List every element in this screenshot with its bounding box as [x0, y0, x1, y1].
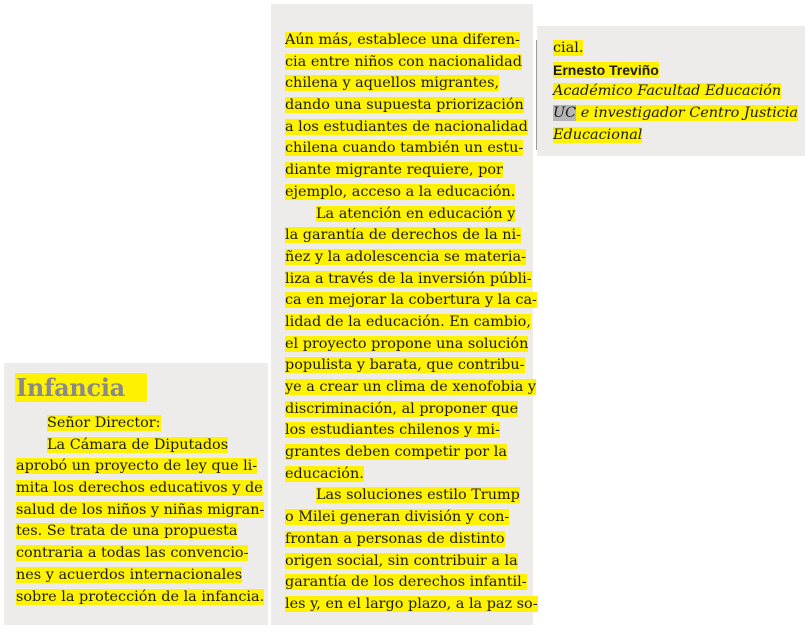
text-line: sobre la protección de la infancia.	[16, 588, 265, 605]
text-line: tes. Se trata de una propuesta	[16, 523, 238, 540]
letter-column-2	[271, 4, 538, 625]
text-line: La atención en educación y	[316, 205, 516, 222]
text-line: grantes deben competir por la	[285, 444, 507, 461]
text-line: a los estudiantes de nacionalidad	[285, 118, 528, 135]
text-line: diante migrante requiere, por	[285, 162, 503, 179]
text-line: La Cámara de Diputados	[47, 436, 229, 453]
text-line: salud de los niños y niñas migran-	[16, 501, 265, 518]
text-line: ca en mejorar la cobertura y la ca-	[285, 292, 537, 309]
letter-body-col1	[16, 413, 265, 608]
text-line: les y, en el largo plazo, a la paz so-	[285, 595, 538, 612]
text-line: ñez y la adolescencia se materia-	[285, 248, 526, 265]
text-line: frontan a personas de distinto	[285, 530, 505, 547]
text-line: los estudiantes chilenos y mi-	[285, 422, 500, 439]
letter-title: Infancia	[15, 373, 147, 402]
text-line: educación.	[285, 465, 364, 482]
text-line: populista y barata, que contribu-	[285, 357, 525, 374]
text-line: ye a crear un clima de xenofobia y	[285, 379, 536, 395]
text-line: o Milei generan división y con-	[285, 509, 510, 526]
text-line: cia entre niños con nacionalidad	[285, 53, 522, 70]
letter-column-3	[537, 26, 805, 156]
text-line: aprobó un proyecto de ley que li-	[16, 458, 258, 475]
author-affiliation: Educacional	[553, 126, 643, 143]
text-line: contraria a todas las convencio-	[16, 545, 249, 562]
text-line: garantía de los derechos infantil-	[285, 574, 527, 591]
salutation: Señor Director:	[47, 415, 161, 431]
text-line: lidad de la educación. En cambio,	[285, 313, 531, 330]
letter-body-col3	[553, 38, 801, 146]
author-name: Ernesto Treviño	[553, 61, 659, 78]
text-line: dando una supuesta priorización	[285, 97, 524, 114]
text-line: mita los derechos educativos y de	[16, 480, 263, 497]
text-line: discriminación, al proponer que	[285, 400, 519, 417]
text-line: Las soluciones estilo Trump	[316, 487, 520, 504]
text-line: el proyecto propone una solución	[285, 335, 529, 352]
author-affiliation: Académico Facultad Educación	[553, 83, 782, 100]
text-line: liza a través de la inversión públi-	[285, 270, 532, 287]
letter-body-col2	[285, 30, 538, 616]
text-line: ejemplo, acceso a la educación.	[285, 183, 516, 200]
text-line: Aún más, establece una diferen-	[285, 32, 520, 48]
text-line: chilena cuando también un estu-	[285, 140, 524, 157]
author-affiliation: UC e investigador Centro Justicia	[553, 105, 798, 122]
text-line: nes y acuerdos internacionales	[16, 566, 243, 583]
text-line: origen social, sin contribuir a la	[285, 552, 518, 569]
letter-column-1	[4, 363, 268, 625]
text-line: la garantía de derechos de la ni-	[285, 227, 521, 244]
text-line: chilena y aquellos migrantes,	[285, 75, 500, 92]
text-line: cial.	[553, 40, 584, 56]
